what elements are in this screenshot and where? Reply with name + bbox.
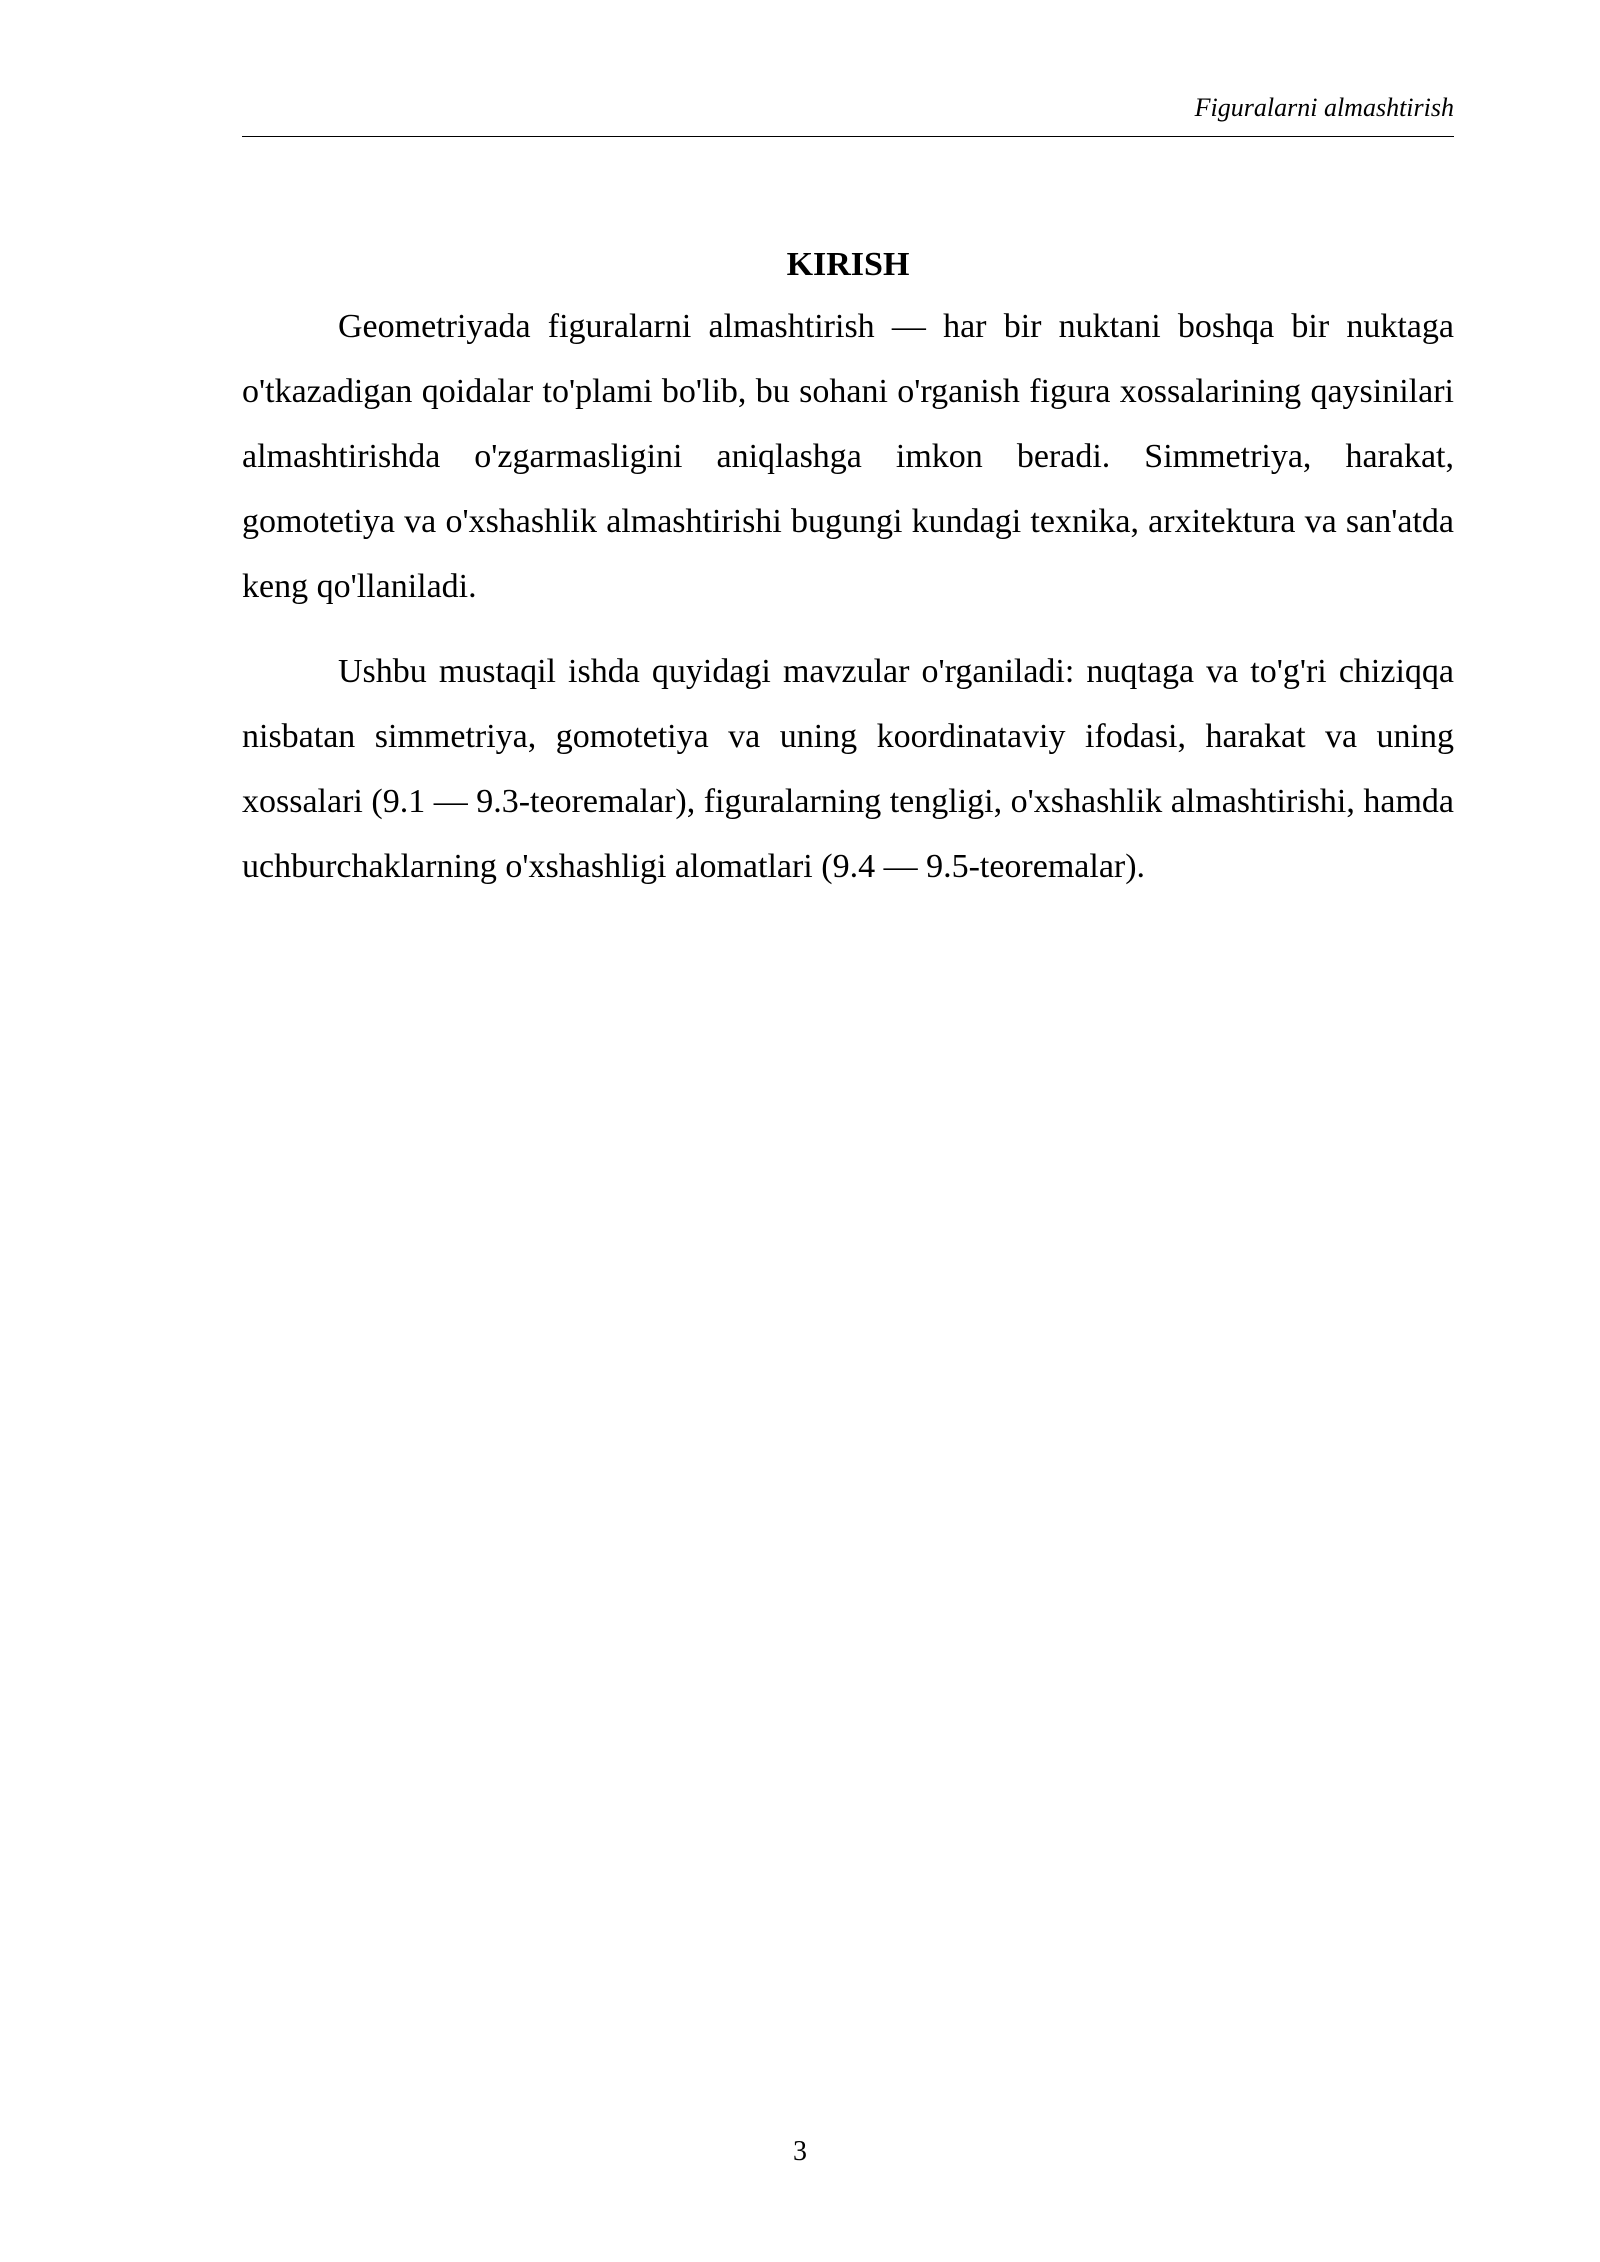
running-header-title: Figuralarni almashtirish xyxy=(1194,93,1454,122)
body-paragraph: Ushbu mustaqil ishda quyidagi mavzular o'rganiladi: nuqtaga va to'g'ri chiziqqa nisbatan simmetriya, gomotetiya va uning koordinataviy ifodasi, harakat va uning xossalari (9.1 — 9.3-teoremalar), figuralarning tengligi, o'xshashlik almashtirishi, hamda uchburchaklarning o'xshashligi alomatlari (9.4 — 9.5-teoremalar). xyxy=(242,653,1454,885)
running-header xyxy=(242,92,1454,137)
body-paragraph: Geometriyada figuralarni almashtirish — har bir nuktani boshqa bir nuktaga o'tkazadigan qoidalar to'plami bo'lib, bu sohani o'rganish figura xossalarining qaysinilari almashtirishda o'zgarmasligini aniqlashga imkon beradi. Simmetriya, harakat, gomotetiya va o'xshashlik almashtirishi bugungi kundagi texnika, arxitektura va san'atda keng qo'llaniladi. xyxy=(242,308,1454,605)
page-number: 3 xyxy=(793,2136,807,2167)
page-body xyxy=(242,240,1454,919)
section-title: KIRISH xyxy=(786,246,910,283)
